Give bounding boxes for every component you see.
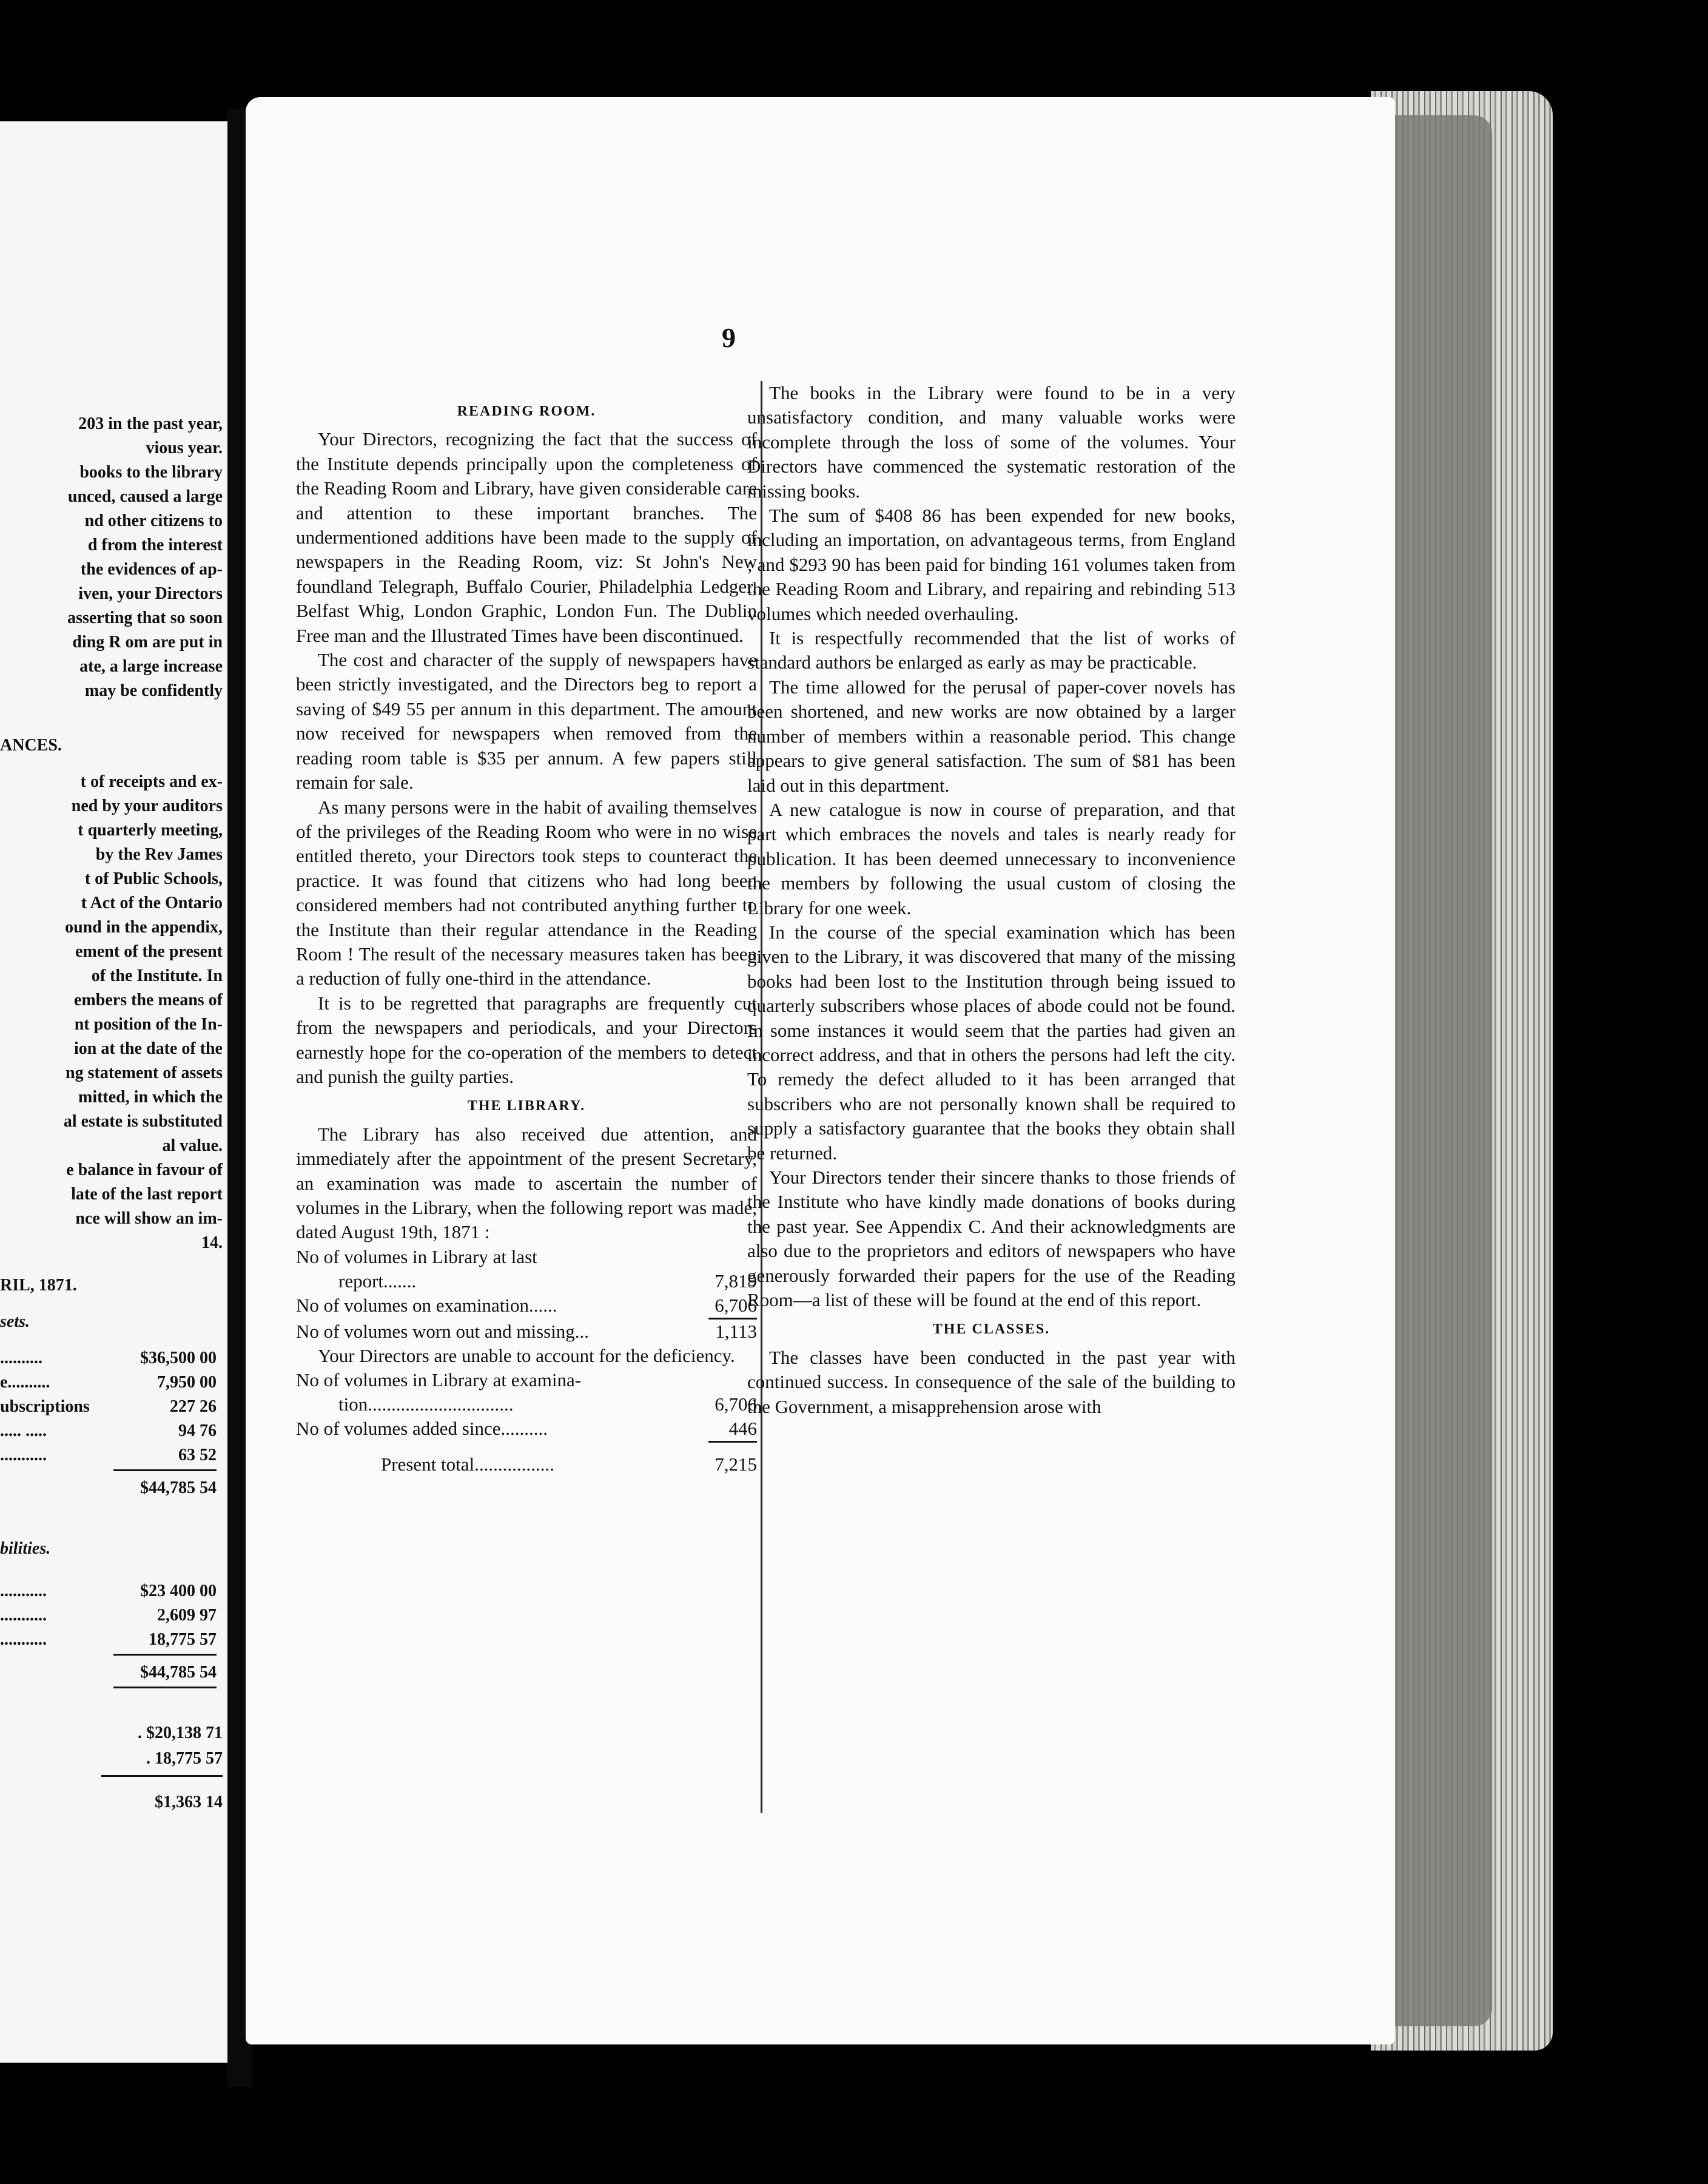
ledger-rule bbox=[101, 1775, 223, 1777]
text-fragment: nd other citizens to bbox=[84, 511, 223, 530]
table-value: 6,706 bbox=[714, 1394, 757, 1415]
ledger-amount: $23 400 00 bbox=[140, 1582, 217, 1600]
text-fragment: ion at the date of the bbox=[74, 1039, 223, 1058]
text-fragment: ement of the present bbox=[75, 942, 223, 961]
paragraph: Your Directors, recognizing the fact that the success of the Institute depends principally upon the completeness of the Reading Room and Library, have given considerable care and attention to these important branches. The undermentioned additions have been made to the supply of newspapers in the Reading Room, viz: St John's New foundland Telegraph, Buffalo Courier, Philadelphia Ledger, Belfast Whig, London Graphic, London Fun. The Dublin Free man and the Illustrated Times have been discontinued. bbox=[296, 428, 757, 646]
ledger-total: $1,363 14 bbox=[155, 1793, 223, 1812]
table-value: 1,113 bbox=[715, 1320, 757, 1342]
right-column bbox=[747, 381, 1236, 1419]
paragraph: In the course of the special examination which has been given to the Library, it was discovered that many of the missing books had been lost to the Institution through being issued to quarterly subscribers whose places of abode could not be found. In some instances it would seem that the parties had given an incorrect address, and that in others the persons had left the city. To remedy the defect alluded to it has been arranged that subscribers who are not personally known shall be required to supply a satisfactory guarantee that the books they obtain shall be returned. bbox=[747, 921, 1236, 1164]
text-fragment: mitted, in which the bbox=[78, 1088, 223, 1107]
ledger-rule bbox=[113, 1654, 217, 1656]
ledger-rule bbox=[113, 1469, 217, 1471]
page-number: 9 bbox=[722, 322, 736, 353]
paragraph: Your Directors tender their sincere thanks to those friends of the Institute who have kindly made donations of books during the past year. See Appendix C. And their acknowledgments are also due to the proprietors and editors of newspapers who have generously forwarded their papers for the use of the Reading Room—a list of these will be found at the end of this report. bbox=[747, 1167, 1236, 1311]
paragraph: A new catalogue is now in course of preparation, and that part which embraces the novels and tales is nearly ready for publication. It has been deemed unnecessary to inconvenience the members by following the usual custom of closing the Library for one week. bbox=[747, 798, 1236, 918]
paragraph: Your Directors are unable to account for the deficiency. bbox=[318, 1344, 735, 1366]
table-label: Present total................. bbox=[381, 1454, 554, 1475]
text-fragment: nce will show an im- bbox=[75, 1209, 223, 1228]
ledger-amount: . $20,138 71 bbox=[138, 1724, 223, 1742]
ledger-label: ..... ..... bbox=[0, 1421, 47, 1440]
paragraph: The cost and character of the supply of newspapers have been strictly investigated, and the Directors beg to report a saving of $49 55 per annum in this department. The amount now received for newspapers when removed from the reading room table is $35 per annum. A few papers still remain for sale. bbox=[296, 649, 757, 794]
text-fragment: t quarterly meeting, bbox=[78, 821, 223, 840]
date-fragment: RIL, 1871. bbox=[0, 1276, 77, 1295]
book-page-edge-shadow bbox=[1389, 115, 1492, 2026]
classes-heading: THE CLASSES. bbox=[932, 1321, 1051, 1338]
text-fragment: t Act of the Ontario bbox=[81, 894, 223, 912]
finances-heading-fragment: ANCES. bbox=[0, 736, 62, 755]
ledger-amount: 18,775 57 bbox=[149, 1630, 217, 1649]
text-fragment: ate, a large increase bbox=[79, 657, 223, 676]
paragraph: The time allowed for the perusal of paper-cover novels has been shortened, and new works are now obtained by a larger number of members within a reasonable period. This change appears to give general satisfaction. The sum of $81 has been laid out in this department. bbox=[747, 676, 1236, 796]
text-fragment: d from the interest bbox=[87, 536, 223, 554]
text-fragment: the evidences of ap- bbox=[80, 560, 223, 579]
table-label: No of volumes on examination...... bbox=[296, 1294, 557, 1316]
paragraph: The books in the Library were found to be in a very unsatisfactory condition, and many valuable works were incomplete through the loss of some of the volumes. Your Directors have commenced the systematic restoration of the missing books. bbox=[747, 382, 1236, 502]
table-label: report....... bbox=[338, 1270, 417, 1292]
library-heading: THE LIBRARY. bbox=[467, 1098, 586, 1114]
text-fragment: iven, your Directors bbox=[78, 584, 223, 603]
table-value: 7,215 bbox=[714, 1454, 757, 1475]
text-fragment: unced, caused a large bbox=[67, 487, 223, 506]
table-label: tion............................... bbox=[338, 1394, 514, 1415]
ledger-amount: 227 26 bbox=[170, 1397, 217, 1416]
ledger-amount: 94 76 bbox=[178, 1421, 217, 1440]
paragraph: The classes have been conducted in the past year with continued success. In consequence of the sale of the building to the Government, a misapprehension arose with bbox=[747, 1346, 1236, 1417]
ledger-label: e.......... bbox=[0, 1373, 50, 1392]
assets-heading-fragment: sets. bbox=[0, 1312, 30, 1331]
text-fragment: e balance in favour of bbox=[66, 1161, 223, 1179]
reading-room-heading: READING ROOM. bbox=[457, 403, 596, 419]
text-fragment: nt position of the In- bbox=[74, 1015, 223, 1034]
ledger-label: ........... bbox=[0, 1446, 47, 1464]
text-fragment: al value. bbox=[162, 1136, 223, 1155]
table-label: No of volumes worn out and missing... bbox=[296, 1320, 590, 1342]
text-fragment: 203 in the past year, bbox=[78, 414, 223, 433]
text-fragment: embers the means of bbox=[74, 991, 223, 1009]
text-fragment: t of receipts and ex- bbox=[80, 772, 223, 791]
ledger-total: $44,785 54 bbox=[140, 1478, 217, 1497]
ledger-label: ubscriptions bbox=[0, 1397, 90, 1416]
ledger-label: ........... bbox=[0, 1606, 47, 1625]
table-label: No of volumes in Library at examina- bbox=[296, 1369, 582, 1391]
left-column bbox=[296, 394, 757, 1477]
text-fragment: late of the last report bbox=[71, 1185, 223, 1204]
text-fragment: 14. bbox=[201, 1233, 223, 1252]
table-value: 446 bbox=[728, 1418, 757, 1440]
ledger-label: .......... bbox=[0, 1349, 42, 1367]
ledger-amount: 2,609 97 bbox=[157, 1606, 217, 1625]
text-fragment: by the Rev James bbox=[95, 845, 223, 864]
ledger-amount: 7,950 00 bbox=[157, 1373, 217, 1392]
text-fragment: al estate is substituted bbox=[63, 1112, 223, 1131]
text-fragment: may be confidently bbox=[84, 681, 223, 700]
paragraph: As many persons were in the habit of availing themselves of the privileges of the Reading Room who were in no wise entitled thereto, your Directors took steps to counteract the practice. It was found that citizens who had long been considered members had not contributed anything further to the Institute than their regular attendance in the Reading Room ! The result of the necessary measures taken has been a reduction of fully one-third in the attendance. bbox=[296, 796, 757, 989]
paragraph: The sum of $408 86 has been expended for new books, including an importation, on advantageous terms, from England ; and $293 90 has been paid for binding 161 volumes taken from the Reading Room and Library, and repairing and rebinding 513 volumes which needed overhauling. bbox=[747, 505, 1236, 624]
ledger-total: $44,785 54 bbox=[140, 1663, 217, 1682]
text-fragment: ding R om are put in bbox=[72, 633, 223, 652]
table-label: No of volumes in Library at last bbox=[296, 1245, 537, 1267]
text-fragment: t of Public Schools, bbox=[84, 869, 223, 888]
text-fragment: ng statement of assets bbox=[66, 1063, 223, 1082]
text-fragment: ned by your auditors bbox=[71, 797, 223, 815]
table-value: 6,706 bbox=[714, 1294, 757, 1316]
volumes-table-2 bbox=[296, 1368, 757, 1477]
ledger-rule bbox=[113, 1687, 217, 1688]
ledger-amount: . 18,775 57 bbox=[146, 1749, 223, 1768]
liabilities-heading-fragment: bilities. bbox=[0, 1539, 51, 1558]
text-fragment: vious year. bbox=[146, 439, 223, 457]
volumes-table-1 bbox=[296, 1245, 757, 1344]
paragraph: It is respectfully recommended that the list of works of standard authors be enlarged as early as may be practicable. bbox=[747, 627, 1236, 673]
text-fragment: books to the library bbox=[79, 463, 223, 482]
previous-page-fragment bbox=[0, 121, 227, 2063]
ledger-amount: $36,500 00 bbox=[140, 1349, 217, 1367]
ledger-label: ........... bbox=[0, 1582, 47, 1600]
ledger-label: ........... bbox=[0, 1630, 47, 1649]
text-fragment: ound in the appendix, bbox=[65, 918, 223, 937]
paragraph: It is to be regretted that paragraphs are frequently cut from the newspapers and periodicals, and your Directors earnestly hope for the co-operation of the members to detect and punish the guilty parties. bbox=[296, 992, 757, 1087]
table-label: No of volumes added since.......... bbox=[296, 1418, 548, 1440]
text-fragment: of the Institute. In bbox=[91, 966, 223, 985]
ledger-amount: 63 52 bbox=[178, 1446, 217, 1464]
table-value: 7,819 bbox=[714, 1270, 757, 1292]
paragraph: The Library has also received due attention, and immediately after the appointment of the present Secretary, an examination was made to ascertain the number of volumes in the Library, when the following report was made, dated August 19th, 1871 : bbox=[296, 1123, 757, 1243]
text-fragment: asserting that so soon bbox=[67, 608, 223, 627]
